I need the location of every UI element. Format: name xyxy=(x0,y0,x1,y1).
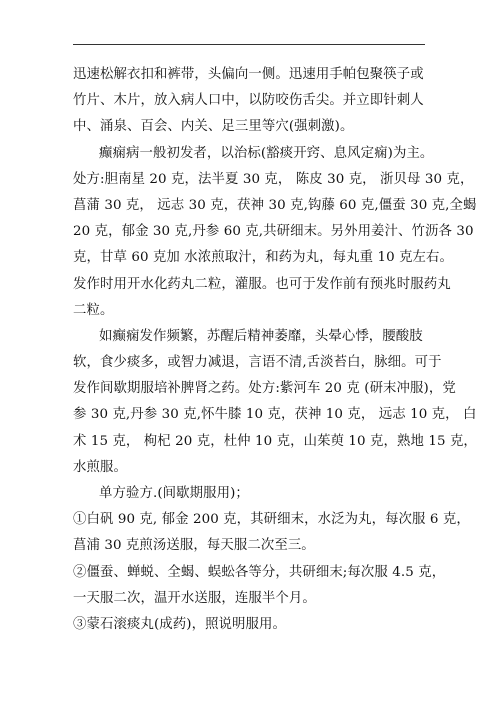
text-line-2: 竹片、木片，放入病人口中，以防咬伤舌尖。并立即针刺人 xyxy=(73,93,424,109)
text-line-4: 癫痫病一般初发者，以治标(豁痰开窍、息风定痫)为主。 xyxy=(99,145,434,161)
text-line-6: 菖蒲 30 克， 远志 30 克，茯神 30 克,钩藤 60 克,僵蚕 30 克,全蝎 xyxy=(73,197,477,213)
text-line-8: 克，甘草 60 克加 水浓煎取汁，和药为丸，每丸重 10 克左右。 xyxy=(73,250,454,266)
text-line-5: 处方:胆南星 20 克，法半夏 30 克， 陈皮 30 克， 浙贝母 30 克， xyxy=(73,171,474,187)
text-line-14: 参 30 克,丹参 30 克,怀牛膝 10 克，茯神 10 克， 远志 10 克， 白 xyxy=(73,407,477,423)
text-line-16: 水煎服。 xyxy=(73,459,127,475)
text-line-17: 单方验方.(间歇期服用)； xyxy=(99,486,249,501)
text-line-3: 中、涌泉、百会、内关、足三里等穴(强刺激)。 xyxy=(73,119,354,135)
text-line-18: ①白矾 90 克, 郁金 200 克，其研细末，水泛为丸，每次服 6 克， xyxy=(73,512,470,528)
text-line-9: 发作时用开水化药丸二粒，灌服。也可于发作前有预兆时服药丸 xyxy=(73,276,451,292)
text-line-1: 迅速松解衣扣和裤带，头偏向一侧。迅速用手帕包聚筷子或 xyxy=(73,67,424,82)
text-line-22: ③蒙石滚痰丸(成药)，照说明服用。 xyxy=(73,616,287,632)
text-line-7: 20 克，郁金 30 克,丹参 60 克,共研细末。另外用姜汁、竹沥各 30 xyxy=(73,224,474,240)
text-line-15: 术 15 克， 枸杞 20 克，杜仲 10 克，山茱萸 10 克，熟地 15 克， xyxy=(73,433,477,449)
text-line-10: 二粒。 xyxy=(73,302,114,318)
document-body xyxy=(73,62,477,638)
text-line-12: 软，食少痰多，或智力减退，言语不清,舌淡苔白，脉细。可于 xyxy=(73,355,442,371)
text-line-19: 菖浦 30 克煎汤送服，每天服二次至三。 xyxy=(73,538,315,554)
text-line-13: 发作间歇期服培补脾肾之药。处方:紫河车 20 克 (研末冲服)，党 xyxy=(73,381,456,397)
text-line-21: 一天服二次，温开水送服，连服半个月。 xyxy=(73,590,316,606)
text-line-20: ②僵蚕、蝉蜕、全蝎、蜈蚣各等分，共研细末;每次服 4.5 克， xyxy=(73,564,446,580)
text-line-11: 如癫痫发作频繁，苏醒后精神萎靡，头晕心悸，腰酸肢 xyxy=(99,328,423,344)
header-rule xyxy=(73,44,425,45)
